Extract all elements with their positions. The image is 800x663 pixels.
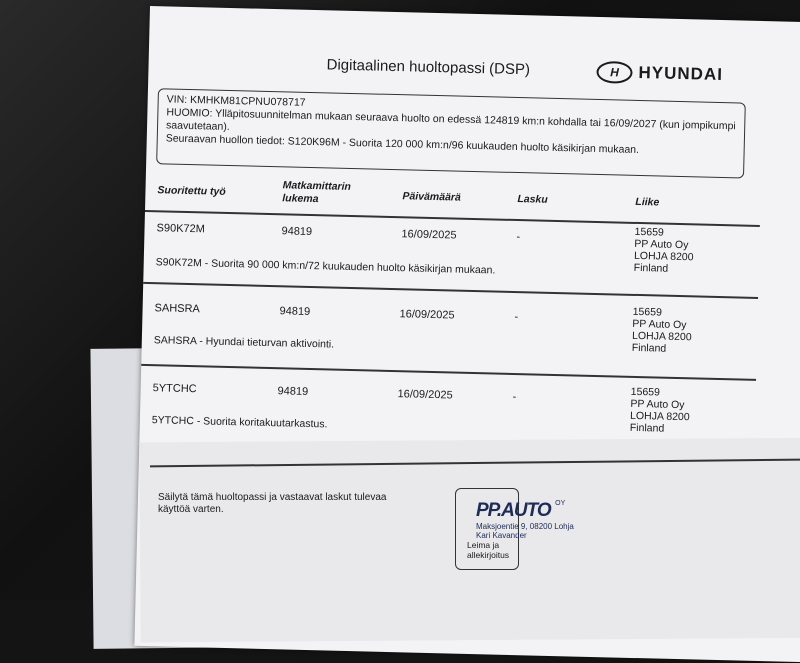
dealer-name: PP Auto Oy (630, 397, 685, 412)
document-title: Digitaalinen huoltopassi (DSP) (326, 56, 531, 79)
invoice: - (516, 231, 521, 244)
invoice: - (512, 390, 517, 404)
dealer-country: Finland (629, 421, 665, 435)
dealer-number: 15659 (634, 225, 664, 239)
dealer-number: 15659 (630, 385, 661, 399)
stamp-logo: PP.AUTO $^{OY}$ (476, 500, 566, 521)
vehicle-info-box (156, 88, 746, 178)
vin: VIN: KMHKM81CPNU078717 (166, 93, 306, 109)
dealer-city: LOHJA 8200 (633, 249, 694, 264)
work-code: SAHSRA (154, 302, 201, 316)
header-dealer: Liike (635, 195, 660, 209)
invoice: - (514, 311, 519, 324)
work-description: S90K72M - Suorita 90 000 km:n/72 kuukauden huolto käsikirjan mukaan. (155, 256, 496, 277)
dealer-city: LOHJA 8200 (629, 409, 690, 424)
work-description: SAHSRA - Hyundai tieturvan aktivointi. (153, 334, 335, 351)
divider (141, 364, 756, 381)
date: 16/09/2025 (401, 228, 457, 242)
dealer-country: Finland (631, 341, 667, 355)
work-code: 5YTCHC (152, 382, 197, 396)
dealer-info (630, 386, 691, 435)
hyundai-logo-icon: H (596, 61, 633, 84)
odometer: 94819 (279, 305, 311, 319)
header-odometer-2: lukema (282, 192, 319, 206)
dealer-country: Finland (633, 261, 669, 275)
divider (143, 282, 758, 299)
header-invoice: Lasku (517, 193, 548, 206)
odometer: 94819 (277, 385, 309, 398)
stamp-label-line: Leima ja (467, 540, 500, 550)
dealer-name: PP Auto Oy (634, 237, 689, 252)
header-work: Suoritettu työ (157, 184, 226, 198)
brand-name: HYUNDAI (638, 62, 724, 85)
next-service-notice: HUOMIO: Ylläpitosuunnitelman mukaan seuraava huolto on edessä 124819 km:n kohdalla tai 16/09/2027 (kun jompikumpi saavutetaan). (165, 106, 736, 133)
footer-note: Säilytä tämä huoltopassi ja vastaavat laskut tulevaa käyttöä varten. (158, 492, 387, 515)
next-service-details: Seuraavan huollon tiedot: S120K96M - Suorita 120 000 km:n/96 kuukauden huolto käsikirjan mukaan. (165, 132, 640, 156)
divider (145, 210, 760, 227)
dealer-city: LOHJA 8200 (631, 329, 692, 344)
stamp-label (467, 540, 509, 560)
work-code: S90K72M (156, 222, 206, 236)
dealer-info (634, 226, 695, 275)
stamp-name: Kari Kavander (476, 531, 527, 540)
dealer-stamp (476, 500, 574, 540)
table-header (157, 179, 758, 209)
header-odometer-1: Matkamittarin (282, 179, 352, 193)
dealer-number: 15659 (632, 305, 663, 319)
work-description: 5YTCHC - Suorita koritakuutarkastus. (151, 414, 328, 431)
stamp-address: Maksjoentie 9, 08200 Lohja (476, 522, 574, 531)
odometer: 94819 (281, 225, 313, 239)
brand-logo (596, 61, 723, 86)
date: 16/09/2025 (399, 308, 455, 322)
date: 16/09/2025 (397, 388, 453, 402)
dealer-info (632, 306, 693, 355)
header-date: Päivämäärä (402, 190, 461, 204)
dealer-name: PP Auto Oy (632, 317, 687, 332)
stamp-label-line: allekirjoitus (467, 550, 510, 560)
